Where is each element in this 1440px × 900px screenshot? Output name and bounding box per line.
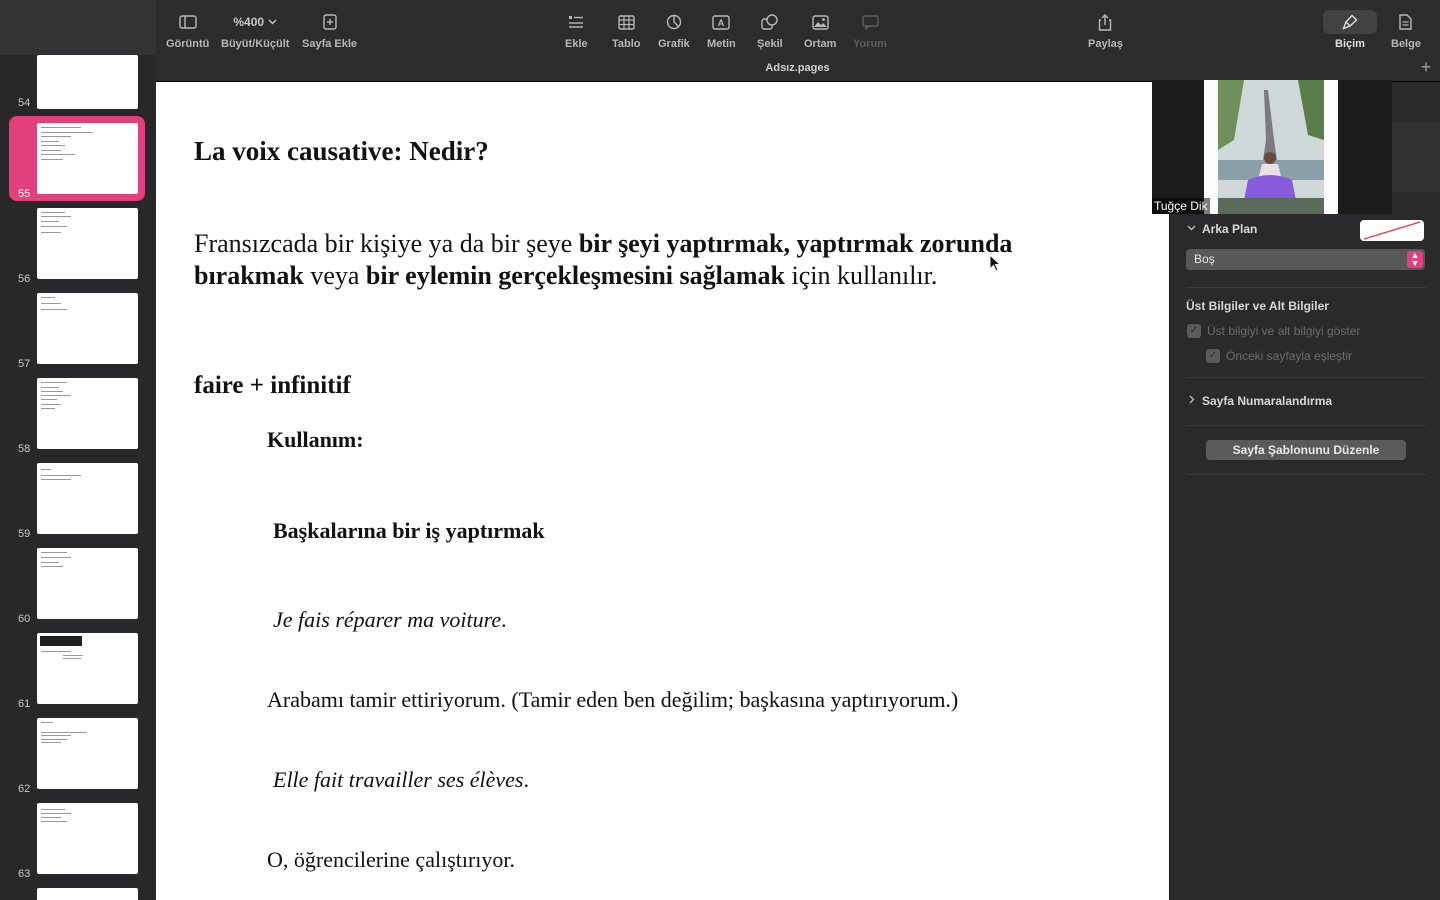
page-number: 55 [18,188,31,200]
paintbrush-icon [1342,10,1358,34]
add-page-icon [323,10,337,34]
table-icon [618,10,635,34]
page-heading: La voix causative: Nedir? [194,136,489,166]
insert-label: Ekle [565,38,588,50]
page-thumbnail-59[interactable] [0,463,156,548]
select-arrows-icon: ▲ ▼ [1407,251,1423,268]
media-button[interactable] [804,10,836,50]
page-number: 56 [18,273,31,285]
view-button[interactable] [166,10,209,50]
document-label: Belge [1391,38,1421,50]
add-page-button[interactable] [302,10,357,50]
usage-label: Kullanım: [267,427,364,452]
shape-label: Şekil [757,38,783,50]
edit-page-template-button[interactable]: Sayfa Şablonunu Düzenle [1206,440,1406,460]
page-number: 60 [18,613,31,625]
toolbar [0,0,1440,82]
page-thumbnail-55[interactable] [0,55,156,200]
share-icon [1098,10,1112,34]
page-thumbnails-sidebar[interactable] [0,55,156,900]
page-number: 59 [18,528,31,540]
show-header-footer-label: Üst bilgiyi ve alt bilgiyi göster [1207,324,1361,338]
page-number: 62 [18,783,31,795]
text-box-icon [712,10,730,34]
insert-button[interactable] [565,10,588,50]
share-label: Paylaş [1088,38,1123,50]
participant-name: Tuğçe Dik [1154,199,1208,213]
text-button[interactable] [707,10,736,50]
formula-heading: faire + infinitif [194,372,351,399]
page-thumbnail-62[interactable] [0,718,156,803]
shape-button[interactable] [757,10,783,50]
page-thumbnail-61[interactable] [0,633,156,718]
example-1-french: Je fais réparer ma voiture. [273,607,507,632]
zoom-label: Büyüt/Küçült [221,38,290,50]
chart-icon [666,10,682,34]
usage-title: Başkalarına bir iş yaptırmak [273,518,545,543]
add-icon[interactable]: + [1420,57,1432,77]
zoom-value: %400 [233,15,265,29]
chevron-down-icon [268,19,277,25]
background-label: Arka Plan [1202,222,1258,236]
media-label: Ortam [804,38,837,50]
document-page[interactable] [156,82,1169,900]
list-icon [568,10,584,34]
add-page-label: Sayfa Ekle [302,38,358,50]
page-numbering-label[interactable]: Sayfa Numaralandırma [1202,394,1333,408]
table-label: Tablo [612,38,641,50]
page-number: 57 [18,358,31,370]
chart-label: Grafik [658,38,690,50]
page-number: 63 [18,868,31,880]
document-icon [1399,10,1412,34]
page-thumbnail-58[interactable] [0,378,156,463]
example-2-french: Elle fait travailler ses élèves. [273,767,529,792]
page-thumbnail-57[interactable] [0,293,156,378]
mouse-cursor-icon [989,254,1001,272]
sidebar-icon [179,10,197,34]
document-title: Adsız.pages [765,62,830,74]
match-previous-checkbox[interactable]: ✓ [1206,349,1220,363]
format-button[interactable] [1335,10,1365,50]
show-header-footer-checkbox[interactable]: ✓ [1187,324,1201,338]
page-thumbnail-63[interactable] [0,803,156,888]
page-thumbnail-60[interactable] [0,548,156,633]
chevron-right-icon[interactable] [1188,395,1195,404]
page-number: 58 [18,443,31,455]
text-label: Metin [707,38,736,50]
photo-icon [812,10,829,34]
svg-text:A: A [718,17,725,28]
background-fill-value: Boş [1194,252,1215,266]
page-number: 61 [18,698,31,710]
zoom-control[interactable] [221,10,289,50]
background-color-well[interactable] [1360,220,1424,241]
table-button[interactable] [612,10,641,50]
example-2-turkish: O, öğrencilerine çalıştırıyor. [267,847,516,872]
page-thumbnail-56[interactable] [0,208,156,293]
chevron-down-icon[interactable] [1187,224,1196,232]
background-fill-select[interactable] [1186,249,1425,270]
example-1-turkish: Arabamı tamir ettiriyorum. (Tamir eden ben değilim; başkasına yaptırıyorum.) [267,687,959,712]
page-thumbnail-next[interactable] [0,888,156,900]
document-button[interactable] [1391,10,1421,50]
header-footer-title: Üst Bilgiler ve Alt Bilgiler [1186,299,1329,313]
match-previous-label: Önceki sayfayla eşleştir [1226,349,1353,363]
comment-icon [862,10,879,34]
format-label: Biçim [1335,38,1365,50]
comment-button[interactable] [853,10,887,50]
page-number: 54 [18,97,31,109]
shape-icon [761,10,778,34]
share-button[interactable] [1088,10,1123,50]
participant-video [1204,80,1338,214]
intro-paragraph: Fransızcada bir kişiye ya da bir şeye bir şeyi yaptırmak, yaptırmak zorunda bırakmak veya bir eylemin gerçekleşmesini sağlamak için kullanılır. [194,229,1013,290]
video-call-overlay [1152,80,1392,214]
comment-label: Yorum [853,38,888,50]
view-label: Görüntü [166,38,210,50]
chart-button[interactable] [658,10,690,50]
